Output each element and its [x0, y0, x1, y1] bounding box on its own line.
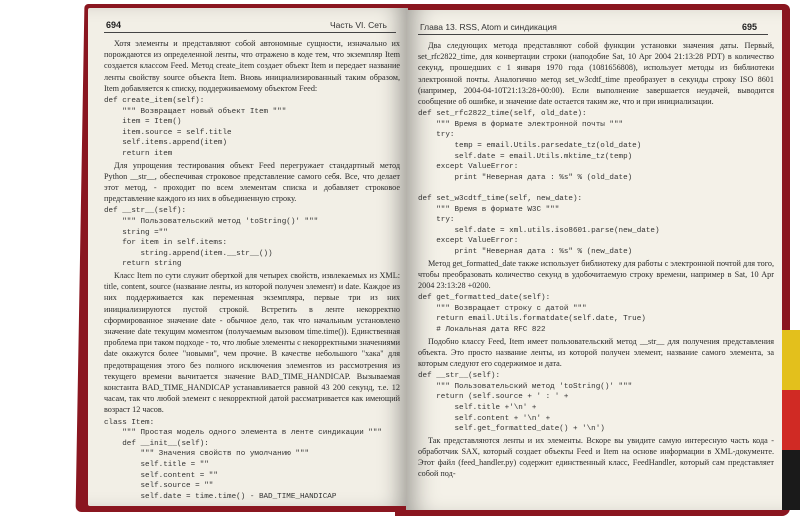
- right-paragraph-4: Так представляются ленты и их элементы. Вскоре вы увидите самую интересную часть кода - обработчик SAX, который создает объекты Feed и Item на основе информации в XML-документе. Этот файл (feed_handler.py) содержит единственный класс, FeedHandler, который сам представляет собой под-: [418, 435, 774, 479]
- left-paragraph-1: Хотя элементы и представляют собой автономные сущности, изначально их порождаются из определенной ленты, что отражено в коде тем, что экземпляр Item создается классом Feed. Метод create_item создает объект Item и передает название ленты свойству source объекта Item. Вновь инициализированный таким образом, Item добавляется к списку, поддерживаемому объектом Feed:: [104, 39, 400, 93]
- left-code-3: class Item: """ Простая модель одного элемента в ленте синдикации """ def __init__(self): """ Значения свойств по умолчанию """ self.title = "" self.content = "" self.source = "" self.date = time.time() - BAD_TIME_HANDICAP: [104, 418, 382, 501]
- right-header-rule: [418, 34, 768, 35]
- left-code-1: def create_item(self): """ Возвращает новый объект Item """ item = Item() item.source = self.title self.items.append(item) return item: [104, 97, 287, 158]
- right-code-2: def get_formatted_date(self): """ Возвращает строку с датой """ return email.Utils.formatdate(self.date, True) # Локальная дата RFC 822: [418, 294, 646, 334]
- right-code-3: def __str__(self): """ Пользовательский метод 'toString()' """ return (self.source + ' : ' + self.title +'\n' + self.content + '\n' + self.get_formatted_date() + '\n'): [418, 372, 633, 434]
- left-header-rule: [104, 32, 396, 33]
- right-code-1: def set_rfc2822_time(self, old_date): """ Время в формате электронной почты """ try: temp = email.Utils.parsedate_tz(old_date) self.date = email.Utils.mktime_tz(temp) except ValueError: print "Неверная дата : %s" % (old_date) def set_w3cdtf_time(self, new_date): """ Время в формате W3C """ try: self.date = xml.utils.iso8601.parse(new_date) except ValueError: print "Неверная дата : %s" % (new_date): [418, 110, 660, 256]
- right-running-header: Глава 13. RSS, Atom и синдикация: [420, 22, 557, 32]
- right-paragraph-1: Два следующих метода представляют собой функции установки значения даты. Первый, set_rfc2822_time, для конвертации строки (наподобие Sat, 10 Apr 2004 21:13:28 PDT) в количество секунд, прошедших с 1 января 1970 года (1081656808), использует методы из библиотеки электронной почты. Аналогично метод set_w3cdtf_time преобразует в секунды строку ISO 8601 (например, 2004-04-10T21:13:28+00:00). Если выполнение завершается неудачей, выводится сообщение об ошибке, и значение date остается таким же, что и при инициализации.: [418, 41, 774, 107]
- flag-stripe-red: [782, 390, 800, 450]
- left-running-header: Часть VI. Сеть: [330, 20, 387, 30]
- right-page-body: [418, 40, 774, 482]
- right-paragraph-2: Метод get_formatted_date также использует библиотеку для работы с электронной почтой для того, чтобы преобразовать количество секунд в удобочитаемую строку времени, например в Sat, 10 Apr 2004 23:13:28 +0200.: [418, 258, 774, 290]
- left-paragraph-3: Класс Item по сути служит оберткой для четырех свойств, извлекаемых из XML: title, content, source (название ленты, из которой получен элемент) и date. Каждое из них поддерживается как переменная экземпляра, первые три из них инициализируются пустой строкой. Встретить в ленте некорректно сформированное значение date - обычное дело, так что начальным установлено значение date текущим моментом (получаемым вызовом time.time()). Единственная проблема при таком подходе - то, что любые элементы с некорректными значениями date окажутся более "новыми", чем прочие. В качестве небольшого "хака" для предотвращения этого без полного исключения элементов из рассмотрения из текущего времени вычитается значение BAD_TIME_HANDICAP. Вызываемая константа BAD_TIME_HANDICAP устанавливается равной 43 200 секунд, т.е. 12 часам, так что любой элемент с некорректной датой рассматривается как имеющий возраст 12 часов.: [104, 270, 400, 415]
- flag-stripe-black: [782, 450, 800, 510]
- right-paragraph-3: Подобно классу Feed, Item имеет пользовательский метод __str__ для получения представления объекта. Это просто название ленты, из которой получен элемент, название самого элемента, за которым следуют его содержимое и дата.: [418, 336, 774, 368]
- left-paragraph-2: Для упрощения тестирования объект Feed перегружает стандартный метод Python __str__, обеспечивая строковое представление самого себя. Все, что делает этот метод, - проходит по всем элементам списка и добавляет строковое представление каждого из них в объединенную строку.: [104, 160, 400, 204]
- right-page-number: 695: [742, 22, 758, 32]
- flag-stripe-yellow: [782, 330, 800, 390]
- left-code-2: def __str__(self): """ Пользовательский метод 'toString()' """ string ="" for item in self.items: string.append(item.__str__()) return string: [104, 207, 319, 269]
- left-page-body: [104, 38, 400, 502]
- left-page-number: 694: [106, 20, 122, 30]
